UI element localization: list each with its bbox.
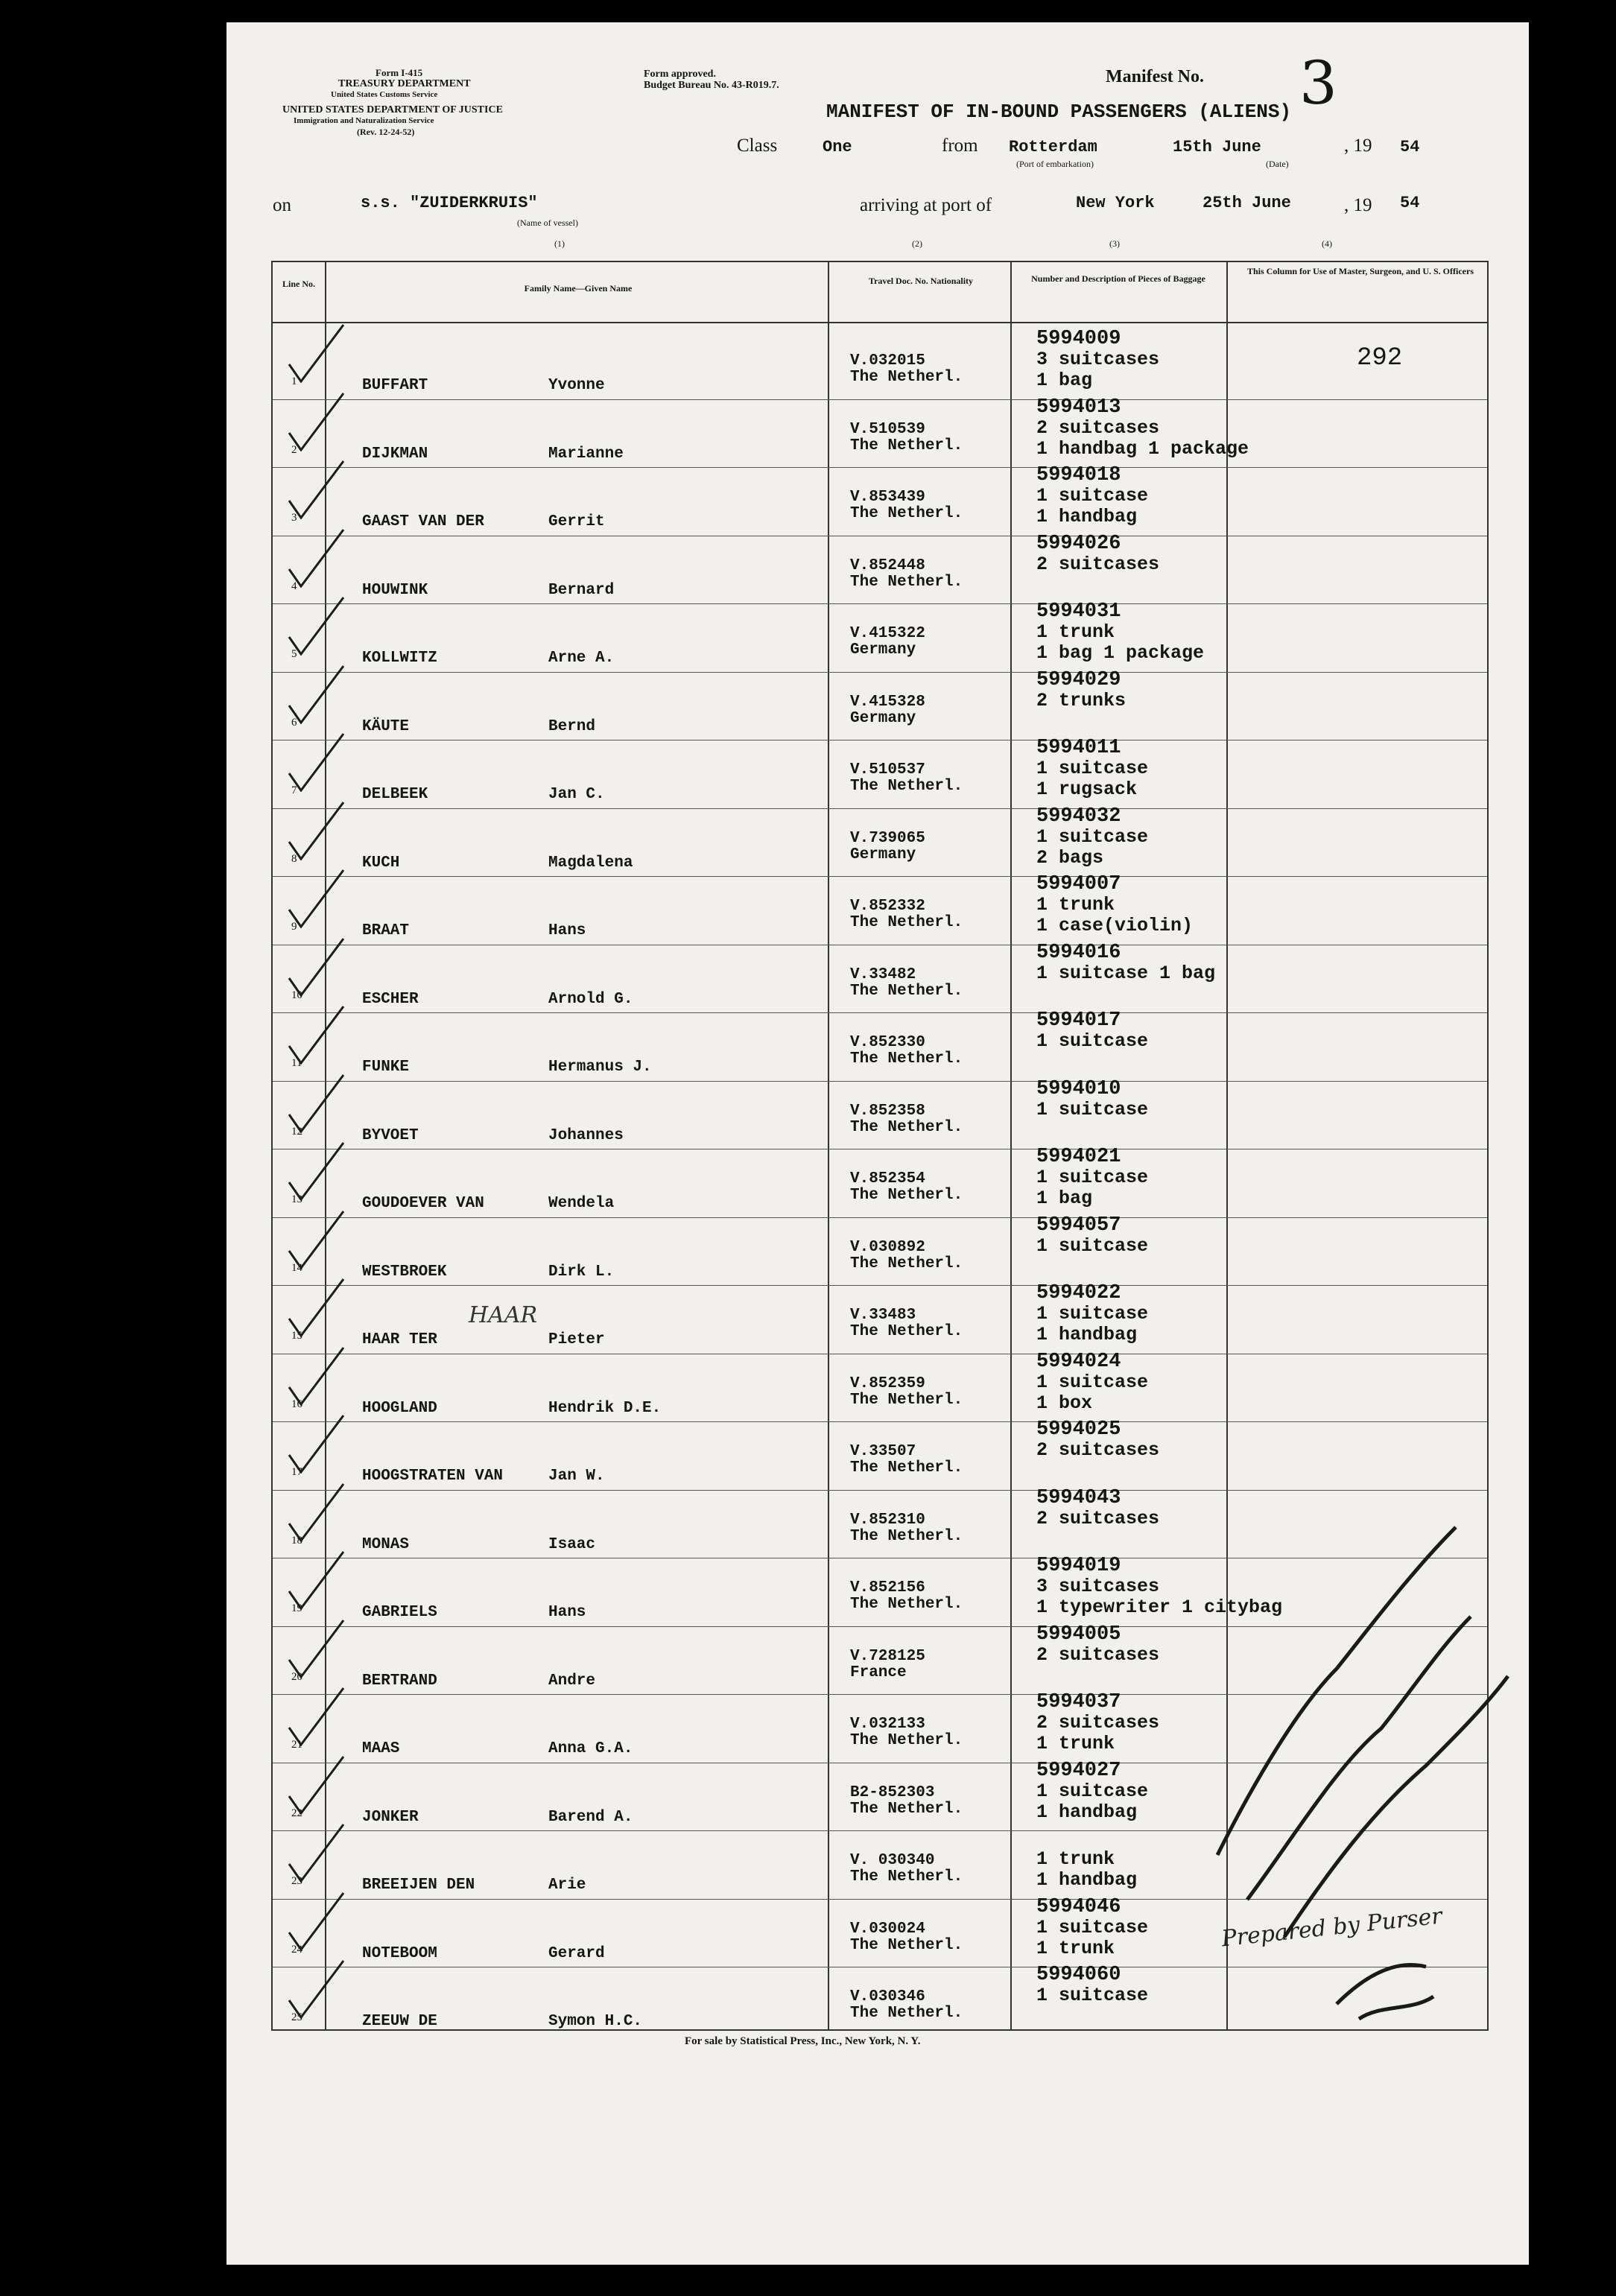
vessel-name: s.s. "ZUIDERKRUIS" — [361, 194, 538, 212]
baggage-line-3: 1 handbag — [1036, 506, 1138, 527]
line-number: 12 — [291, 1125, 302, 1138]
check-mark-icon — [288, 1891, 347, 1951]
travel-doc-number: V.852358 — [850, 1102, 925, 1120]
handwritten-signature — [1188, 1482, 1530, 2049]
family-name: BRAAT — [362, 922, 410, 939]
customs-service: United States Customs Service — [331, 90, 438, 99]
given-name: Arnold G. — [548, 990, 633, 1008]
family-name: HAAR TER — [362, 1331, 437, 1348]
check-mark-icon — [288, 1005, 347, 1065]
table-row — [273, 737, 1487, 808]
given-name: Hans — [548, 1604, 586, 1621]
family-name: KOLLWITZ — [362, 650, 437, 667]
baggage-line-2: 1 suitcase — [1036, 1985, 1149, 2006]
baggage-line-2: 1 suitcase — [1036, 1916, 1149, 1938]
handwritten-haar: HAAR — [469, 1302, 538, 1328]
given-name: Bernard — [548, 581, 615, 599]
travel-doc-number: V.33483 — [850, 1307, 916, 1324]
check-mark-icon — [288, 665, 347, 724]
nationality: The Netherl. — [850, 437, 963, 454]
column-caption-2: (2) — [912, 238, 922, 249]
line-number: 2 — [291, 443, 297, 456]
line-number: 18 — [291, 1534, 302, 1547]
travel-doc-number: V.415322 — [850, 625, 925, 642]
travel-doc-number: V.030892 — [850, 1238, 925, 1256]
given-name: Dirk L. — [548, 1263, 615, 1281]
column-caption-4: (4) — [1322, 238, 1332, 249]
baggage-line-2: 2 trunks — [1036, 689, 1127, 711]
line-number: 9 — [291, 921, 297, 933]
baggage-tag: 5994032 — [1036, 805, 1121, 828]
family-name: HOOGSTRATEN VAN — [362, 1468, 504, 1485]
baggage-line-2: 2 suitcases — [1036, 1712, 1160, 1734]
family-name: GAAST VAN DER — [362, 513, 484, 530]
line-number: 23 — [291, 1875, 302, 1887]
family-name: BUFFART — [362, 377, 428, 394]
family-name: DIJKMAN — [362, 445, 428, 463]
baggage-line-2: 1 suitcase — [1036, 1167, 1149, 1188]
row-divider — [273, 603, 1487, 604]
baggage-line-2: 3 suitcases — [1036, 349, 1160, 370]
check-mark-icon — [288, 1414, 347, 1474]
row-divider — [273, 467, 1487, 468]
family-name: BERTRAND — [362, 1672, 437, 1690]
nationality: The Netherl. — [850, 573, 963, 591]
family-name: ZEEUW DE — [362, 2013, 437, 2030]
travel-doc-number: V.852156 — [850, 1579, 925, 1596]
nationality: Germany — [850, 641, 916, 659]
given-name: Johannes — [548, 1126, 624, 1144]
family-name: NOTEBOOM — [362, 1944, 437, 1962]
given-name: Symon H.C. — [548, 2013, 643, 2030]
check-mark-icon — [288, 392, 347, 451]
table-row — [273, 1282, 1487, 1353]
baggage-line-2: 1 suitcase — [1036, 825, 1149, 848]
row-divider — [273, 1217, 1487, 1218]
line-number: 17 — [291, 1466, 302, 1478]
given-name: Hans — [548, 922, 586, 939]
col-baggage: Number and Description of Pieces of Baggage — [1031, 273, 1205, 284]
baggage-line-2: 1 suitcase — [1036, 485, 1149, 507]
justice-dept: UNITED STATES DEPARTMENT OF JUSTICE — [282, 104, 503, 115]
col-line-no: Line No. — [282, 279, 315, 289]
embarkation-year: 54 — [1400, 138, 1420, 156]
row-divider — [273, 1285, 1487, 1286]
check-mark-icon — [288, 1074, 347, 1133]
form-number: Form I-415 — [376, 67, 423, 78]
travel-doc-number: V.510537 — [850, 761, 925, 778]
baggage-line-2: 2 suitcases — [1036, 1507, 1160, 1529]
given-name: Yvonne — [548, 377, 605, 394]
family-name: KUCH — [362, 854, 400, 872]
line-number: 1 — [291, 375, 297, 387]
line-number: 3 — [291, 512, 297, 524]
travel-doc-number: V.853439 — [850, 489, 925, 506]
baggage-line-2: 1 trunk — [1036, 621, 1115, 643]
baggage-tag: 5994027 — [1036, 1759, 1121, 1782]
check-mark-icon — [288, 1278, 347, 1337]
nationality: The Netherl. — [850, 1596, 963, 1613]
nationality: Germany — [850, 709, 916, 727]
line-number: 14 — [291, 1261, 302, 1274]
class-value: One — [823, 138, 852, 156]
line-number: 7 — [291, 784, 297, 796]
table-row — [273, 396, 1487, 467]
col-travel-doc: Travel Doc. No. Nationality — [868, 276, 974, 286]
date-caption: (Date) — [1266, 159, 1289, 169]
family-name: GOUDOEVER VAN — [362, 1195, 484, 1212]
line-number: 24 — [291, 1943, 302, 1956]
arriving-label: arriving at port of — [860, 195, 992, 215]
line-number: 15 — [291, 1330, 302, 1342]
baggage-line-3: 1 trunk — [1036, 1937, 1115, 1959]
baggage-tag: 5994060 — [1036, 1964, 1121, 1986]
baggage-tag: 5994029 — [1036, 668, 1121, 691]
baggage-line-3: 1 rugsack — [1036, 778, 1138, 800]
baggage-tag: 5994017 — [1036, 1009, 1121, 1032]
year-prefix-2: , 19 — [1344, 195, 1372, 215]
baggage-line-3: 1 handbag — [1036, 1869, 1138, 1891]
baggage-line-2: 2 suitcases — [1036, 416, 1160, 439]
embarkation-date: 15th June — [1173, 138, 1261, 156]
row-divider — [273, 1081, 1487, 1082]
baggage-line-2: 1 suitcase 1 bag — [1036, 962, 1216, 984]
check-mark-icon — [288, 937, 347, 997]
check-mark-icon — [288, 1619, 347, 1678]
travel-doc-number: V.852448 — [850, 556, 925, 574]
row-divider — [273, 399, 1487, 400]
budget-bureau: Budget Bureau No. 43-R019.7. — [644, 80, 779, 91]
baggage-line-2: 2 suitcases — [1036, 1439, 1160, 1461]
nationality: The Netherl. — [850, 505, 963, 522]
manifest-title: MANIFEST OF IN-BOUND PASSENGERS (ALIENS) — [826, 101, 1292, 123]
baggage-tag: 5994013 — [1036, 396, 1121, 419]
baggage-line-2: 2 suitcases — [1036, 553, 1160, 575]
given-name: Hendrik D.E. — [548, 1399, 662, 1417]
check-mark-icon — [288, 1823, 347, 1883]
check-mark-icon — [288, 1482, 347, 1542]
travel-doc-number: V.852310 — [850, 1511, 925, 1529]
family-name: DELBEEK — [362, 786, 428, 803]
revision: (Rev. 12-24-52) — [357, 127, 415, 137]
table-row — [273, 600, 1487, 671]
nationality: The Netherl. — [850, 369, 963, 386]
table-row — [273, 941, 1487, 1012]
check-mark-icon — [288, 1210, 347, 1269]
family-name: ESCHER — [362, 990, 419, 1008]
baggage-line-3: 1 bag — [1036, 1187, 1093, 1209]
check-mark-icon — [288, 528, 347, 588]
table-row — [273, 1350, 1487, 1421]
baggage-line-3: 1 handbag — [1036, 1324, 1138, 1345]
baggage-line-2: 1 trunk — [1036, 894, 1115, 916]
baggage-line-2: 1 suitcase — [1036, 1303, 1149, 1325]
on-label: on — [273, 195, 291, 215]
col-officers-use: This Column for Use of Master, Surgeon, and U. S. Officers — [1246, 266, 1474, 276]
check-mark-icon — [288, 1550, 347, 1610]
baggage-line-2: 1 suitcase — [1036, 1371, 1149, 1393]
travel-doc-number: V.33507 — [850, 1443, 916, 1460]
given-name: Gerard — [548, 1944, 605, 1962]
baggage-tag: 5994057 — [1036, 1214, 1121, 1237]
baggage-tag: 5994024 — [1036, 1350, 1121, 1373]
baggage-tag: 5994010 — [1036, 1077, 1121, 1100]
baggage-tag: 5994025 — [1036, 1418, 1121, 1441]
baggage-tag: 5994018 — [1036, 464, 1121, 486]
baggage-tag: 5994043 — [1036, 1486, 1121, 1509]
baggage-tag: 5994016 — [1036, 941, 1121, 964]
nationality: The Netherl. — [850, 1118, 963, 1136]
ins-service: Immigration and Naturalization Service — [294, 116, 434, 125]
arriving-port: New York — [1076, 194, 1155, 212]
table-row — [273, 873, 1487, 944]
travel-doc-number: V.728125 — [850, 1647, 925, 1665]
given-name: Magdalena — [548, 854, 633, 872]
nationality: The Netherl. — [850, 914, 963, 931]
embarkation-port: Rotterdam — [1009, 138, 1097, 156]
table-row — [273, 1146, 1487, 1217]
given-name: Wendela — [548, 1195, 615, 1212]
check-mark-icon — [288, 1755, 347, 1815]
year-prefix: , 19 — [1344, 136, 1372, 156]
line-number: 10 — [291, 989, 302, 1001]
treasury-dept: TREASURY DEPARTMENT — [338, 78, 471, 89]
table-row — [273, 328, 1487, 399]
class-label: Class — [737, 136, 778, 156]
row-divider — [273, 808, 1487, 809]
family-name: MAAS — [362, 1740, 400, 1757]
baggage-line-3: 1 handbag 1 package — [1036, 437, 1249, 460]
footer-text: For sale by Statistical Press, Inc., New York, N. Y. — [685, 2035, 921, 2047]
travel-doc-number: V. 030340 — [850, 1852, 935, 1869]
nationality: The Netherl. — [850, 1255, 963, 1272]
port-caption: (Port of embarkation) — [1016, 159, 1094, 169]
line-number: 21 — [291, 1739, 302, 1751]
baggage-tag: 5994026 — [1036, 532, 1121, 555]
baggage-tag: 5994021 — [1036, 1146, 1121, 1168]
nationality: The Netherl. — [850, 1459, 963, 1477]
baggage-line-2: 1 suitcase — [1036, 758, 1149, 779]
baggage-line-2: 2 suitcases — [1036, 1643, 1160, 1666]
given-name: Hermanus J. — [548, 1059, 652, 1076]
travel-doc-number: V.032133 — [850, 1716, 925, 1733]
given-name: Jan C. — [548, 786, 605, 803]
vessel-caption: (Name of vessel) — [517, 218, 578, 228]
line-number: 16 — [291, 1398, 302, 1410]
from-label: from — [942, 136, 978, 156]
baggage-line-2: 1 suitcase — [1036, 1030, 1149, 1052]
baggage-line-2: 3 suitcases — [1036, 1576, 1160, 1597]
nationality: The Netherl. — [850, 1936, 963, 1954]
row-divider — [273, 1012, 1487, 1013]
line-number: 5 — [291, 648, 297, 660]
line-number: 8 — [291, 852, 297, 865]
form-approved: Form approved. — [644, 69, 716, 80]
baggage-tag: 5994011 — [1036, 737, 1121, 759]
arriving-date: 25th June — [1203, 194, 1291, 212]
nationality: The Netherl. — [850, 1527, 963, 1545]
baggage-tag: 5994009 — [1036, 328, 1121, 350]
baggage-tag: 5994022 — [1036, 1282, 1121, 1304]
line-number: 13 — [291, 1193, 302, 1205]
given-name: Jan W. — [548, 1468, 605, 1485]
baggage-tag: 5994007 — [1036, 873, 1121, 895]
travel-doc-number: V.33482 — [850, 965, 916, 983]
travel-doc-number: V.739065 — [850, 829, 925, 847]
table-row — [273, 805, 1487, 876]
baggage-line-3: 1 case(violin) — [1036, 915, 1194, 936]
baggage-line-3: 1 box — [1036, 1392, 1093, 1414]
baggage-line-3: 1 trunk — [1036, 1733, 1115, 1754]
travel-doc-number: B2-852303 — [850, 1783, 935, 1801]
table-row — [273, 464, 1487, 535]
travel-doc-number: V.852359 — [850, 1374, 925, 1392]
nationality: The Netherl. — [850, 1050, 963, 1068]
baggage-line-3: 1 typewriter 1 citybag — [1036, 1596, 1283, 1618]
column-caption-1: (1) — [554, 238, 565, 249]
nationality: The Netherl. — [850, 1323, 963, 1340]
nationality: The Netherl. — [850, 778, 963, 795]
check-mark-icon — [288, 732, 347, 792]
table-row — [273, 1009, 1487, 1080]
given-name: Barend A. — [548, 1808, 633, 1826]
baggage-tag: 5994019 — [1036, 1555, 1121, 1577]
row-divider — [273, 1421, 1487, 1422]
line-number: 4 — [291, 580, 297, 592]
row-divider — [273, 740, 1487, 741]
line-number: 20 — [291, 1670, 302, 1683]
given-name: Andre — [548, 1672, 596, 1690]
arriving-year: 54 — [1400, 194, 1420, 212]
table-row — [273, 1418, 1487, 1489]
line-number: 19 — [291, 1602, 302, 1614]
nationality: The Netherl. — [850, 982, 963, 1000]
baggage-line-3: 1 bag — [1036, 370, 1093, 391]
given-name: Bernd — [548, 717, 596, 735]
nationality: The Netherl. — [850, 1391, 963, 1409]
family-name: WESTBROEK — [362, 1263, 447, 1281]
nationality: The Netherl. — [850, 1187, 963, 1204]
baggage-tag: 5994005 — [1036, 1623, 1121, 1646]
nationality: Germany — [850, 846, 916, 863]
baggage-line-3: 2 bags — [1036, 846, 1104, 869]
family-name: BREEIJEN DEN — [362, 1877, 475, 1894]
row-divider — [273, 876, 1487, 877]
family-name: BYVOET — [362, 1126, 419, 1144]
given-name: Marianne — [548, 445, 624, 463]
check-mark-icon — [288, 1346, 347, 1406]
given-name: Gerrit — [548, 513, 605, 530]
manifest-label: Manifest No. — [1106, 67, 1204, 86]
given-name: Arne A. — [548, 650, 615, 667]
check-mark-icon — [288, 1141, 347, 1201]
check-mark-icon — [288, 801, 347, 860]
travel-doc-number: V.852330 — [850, 1034, 925, 1051]
baggage-line-2: 1 suitcase — [1036, 1098, 1149, 1120]
baggage-tag: 5994031 — [1036, 600, 1121, 623]
family-name: JONKER — [362, 1808, 419, 1826]
check-mark-icon — [288, 1959, 347, 2019]
nationality: The Netherl. — [850, 1800, 963, 1818]
check-mark-icon — [288, 323, 347, 383]
family-name: KÄUTE — [362, 717, 410, 735]
travel-doc-number: V.030346 — [850, 1988, 925, 2005]
officer-note: 292 — [1357, 344, 1403, 372]
baggage-line-2: 1 suitcase — [1036, 1780, 1149, 1802]
column-caption-3: (3) — [1109, 238, 1120, 249]
table-row — [273, 1077, 1487, 1149]
line-number: 6 — [291, 716, 297, 729]
family-name: GABRIELS — [362, 1604, 437, 1621]
travel-doc-number: V.852332 — [850, 898, 925, 915]
travel-doc-number: V.510539 — [850, 420, 925, 438]
baggage-line-2: 1 trunk — [1036, 1848, 1115, 1870]
table-row — [273, 668, 1487, 740]
line-number: 11 — [291, 1057, 302, 1069]
baggage-tag: 5994046 — [1036, 1895, 1121, 1918]
nationality: France — [850, 1664, 907, 1681]
nationality: The Netherl. — [850, 1732, 963, 1749]
travel-doc-number: V.030024 — [850, 1920, 925, 1938]
family-name: FUNKE — [362, 1059, 410, 1076]
table-row — [273, 532, 1487, 603]
check-mark-icon — [288, 1687, 347, 1746]
baggage-line-2: 1 suitcase — [1036, 1234, 1149, 1257]
baggage-tag: 5994037 — [1036, 1691, 1121, 1713]
handwritten-purser-note: Prepared by Purser — [1220, 1903, 1444, 1953]
given-name: Pieter — [548, 1331, 605, 1348]
travel-doc-number: V.032015 — [850, 352, 925, 370]
manifest-number: 3 — [1299, 48, 1337, 118]
baggage-line-3: 1 handbag — [1036, 1801, 1138, 1823]
nationality: The Netherl. — [850, 1868, 963, 1886]
family-name: HOOGLAND — [362, 1399, 437, 1417]
check-mark-icon — [288, 460, 347, 519]
given-name: Anna G.A. — [548, 1740, 633, 1757]
family-name: HOUWINK — [362, 581, 428, 599]
family-name: MONAS — [362, 1535, 410, 1553]
nationality: The Netherl. — [850, 2005, 963, 2022]
given-name: Isaac — [548, 1535, 596, 1553]
table-row — [273, 1214, 1487, 1285]
col-family-name: Family Name—Given Name — [524, 283, 633, 294]
baggage-line-3: 1 bag 1 package — [1036, 642, 1205, 664]
check-mark-icon — [288, 596, 347, 656]
travel-doc-number: V.852354 — [850, 1170, 925, 1187]
row-divider — [273, 672, 1487, 673]
check-mark-icon — [288, 869, 347, 928]
line-number: 22 — [291, 1807, 302, 1819]
line-number: 25 — [291, 2011, 302, 2023]
given-name: Arie — [548, 1877, 586, 1894]
manifest-page — [226, 22, 1529, 2265]
travel-doc-number: V.415328 — [850, 693, 925, 711]
